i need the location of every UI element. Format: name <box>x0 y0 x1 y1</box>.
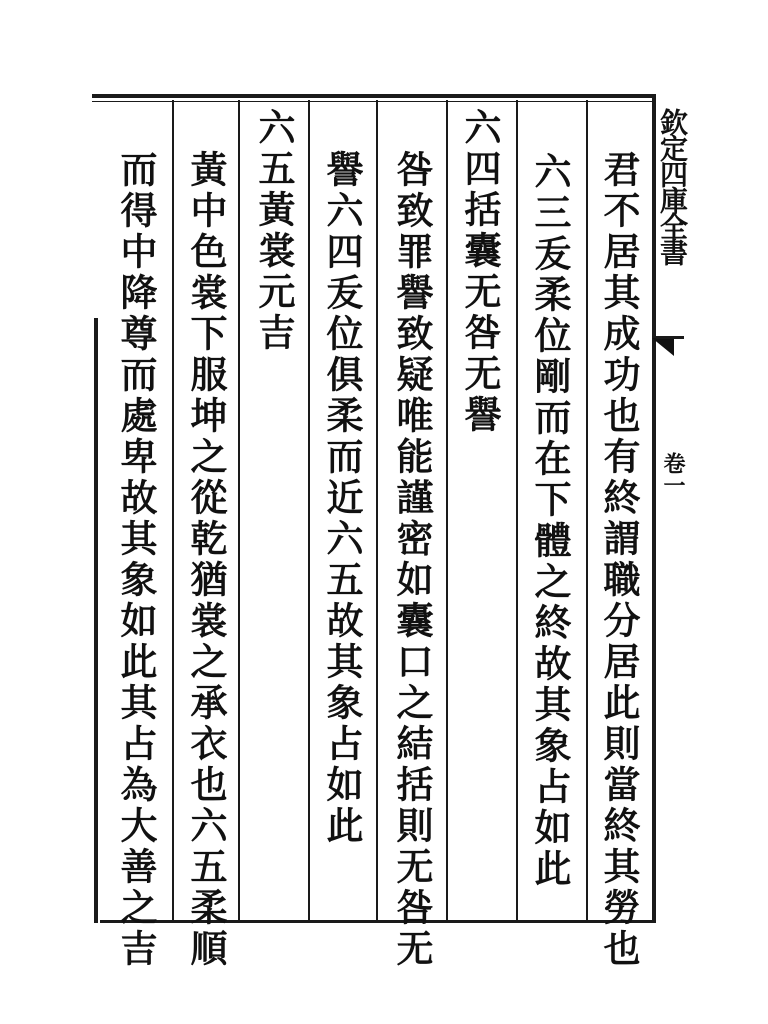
text-column-7: 黃中色裳下服坤之從乾猶裳之承衣也六五柔順 <box>184 150 228 970</box>
column-divider <box>238 100 240 920</box>
top-border <box>92 94 652 98</box>
fish-tail-mark <box>652 338 674 356</box>
left-border <box>94 318 98 923</box>
text-column-8: 而得中降尊而處卑故其象如此其占為大善之吉 <box>114 150 158 970</box>
column-divider <box>516 100 518 920</box>
volume-label: 卷一 <box>660 452 686 496</box>
text-column-4: 咎致罪譽致疑唯能謹密如囊口之結括則无咎无 <box>390 150 434 970</box>
text-column-3: 六四括囊无咎无譽 <box>458 108 502 436</box>
text-column-1: 君不居其成功也有終謂職分居此則當終其勞也 <box>597 150 641 970</box>
top-border-thin <box>92 101 652 102</box>
text-column-5: 譽六四叐位俱柔而近六五故其象占如此 <box>320 150 364 847</box>
margin-rule <box>656 336 684 339</box>
column-divider <box>586 100 588 920</box>
column-divider <box>172 100 174 920</box>
text-column-6: 六五黃裳元吉 <box>252 108 296 354</box>
text-column-2: 六三叐柔位剛而在下體之終故其象占如此 <box>528 152 572 890</box>
column-divider <box>308 100 310 920</box>
book-title: 欽定四庫全書 <box>656 108 689 264</box>
column-divider <box>376 100 378 920</box>
column-divider <box>446 100 448 920</box>
